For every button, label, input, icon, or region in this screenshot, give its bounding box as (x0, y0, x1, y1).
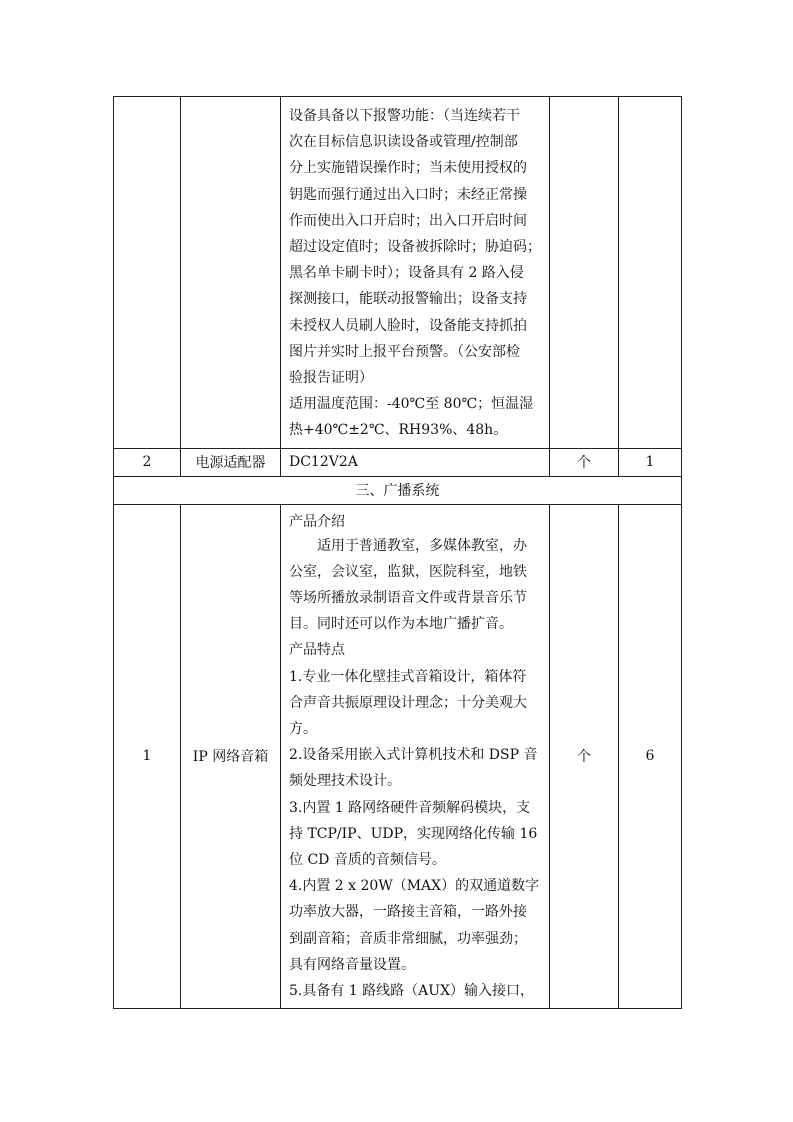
description-line: 超过设定值时；设备被拆除时；胁迫码； (289, 239, 541, 256)
description-cell: DC12V2A (281, 448, 550, 476)
seq-cell (114, 97, 181, 449)
description-line: 适用于普通教室，多媒体教室，办 (317, 537, 527, 554)
description-line: 频处理技术设计。 (289, 773, 401, 790)
description-line: 探测接口，能联动报警输出；设备支持 (289, 291, 527, 308)
description-line: 验报告证明） (289, 370, 373, 387)
description-line: 4.内置 2 x 20W（MAX）的双通道数字 (289, 878, 540, 895)
description-line: 适用温度范围：-40℃至 80℃；恒温湿 (289, 396, 534, 413)
description-line: 分上实施错误操作时；当未使用授权的 (289, 160, 527, 177)
description-line: 等场所播放录制语音文件或背景音乐节 (289, 590, 527, 607)
description-line: 5.具备有 1 路线路（AUX）输入接口， (289, 983, 535, 1000)
equipment-spec-table (113, 96, 682, 1009)
name-cell (181, 97, 281, 449)
description-line: 黑名单卡刷卡时）；设备具有 2 路入侵 (289, 265, 524, 282)
table-row (114, 504, 682, 1009)
description-line: 产品特点 (289, 642, 345, 659)
quantity-cell: 6 (619, 504, 682, 1009)
description-line: 热+40℃±2℃、RH93%、48h。 (289, 422, 508, 439)
description-line: 2.设备采用嵌入式计算机技术和 DSP 音 (289, 747, 538, 764)
description-line: 1.专业一体化壁挂式音箱设计，箱体符 (289, 668, 527, 685)
description-line: 目。同时还可以作为本地广播扩音。 (289, 616, 513, 633)
description-line: 持 TCP/IP、UDP，实现网络化传输 16 (289, 825, 538, 842)
description-line: 3.内置 1 路网络硬件音频解码模块，支 (289, 799, 531, 816)
description-line: 钥匙而强行通过出入口时；未经正常操 (289, 186, 527, 203)
quantity-cell: 1 (619, 448, 682, 476)
description-line: 公室，会议室，监狱，医院科室，地铁 (289, 563, 527, 580)
description-cell (281, 504, 550, 1009)
table-row (114, 448, 682, 476)
seq-cell: 2 (114, 448, 181, 476)
description-cell (281, 97, 550, 449)
description-line: 次在目标信息识读设备或管理/控制部 (289, 134, 518, 151)
section-title: 三、广播系统 (114, 476, 682, 504)
description-line: 位 CD 音质的音频信号。 (289, 852, 446, 869)
description-line: 功率放大器，一路接主音箱，一路外接 (289, 904, 527, 921)
unit-cell: 个 (550, 448, 619, 476)
unit-cell: 个 (550, 504, 619, 1009)
description-line: 合声音共振原理设计理念；十分美观大 (289, 694, 527, 711)
description-line: 产品介绍 (289, 513, 345, 530)
description-line: 图片并实时上报平台预警。（公安部检 (289, 343, 520, 360)
description-line: 到副音箱；音质非常细腻，功率强劲； (289, 930, 527, 947)
seq-cell: 1 (114, 504, 181, 1009)
table-row (114, 97, 682, 449)
description-line: 具有网络音量设置。 (289, 956, 415, 973)
description-line: 未授权人员刷人脸时，设备能支持抓拍 (289, 317, 527, 334)
description-line: 设备具备以下报警功能：（当连续若干 (289, 108, 520, 124)
description-line: 方。 (289, 721, 317, 738)
name-cell: IP 网络音箱 (181, 504, 281, 1009)
quantity-cell (619, 97, 682, 449)
description-line: 作而使出入口开启时；出入口开启时间 (289, 212, 527, 229)
section-header-row (114, 476, 682, 504)
name-cell: 电源适配器 (181, 448, 281, 476)
unit-cell (550, 97, 619, 449)
